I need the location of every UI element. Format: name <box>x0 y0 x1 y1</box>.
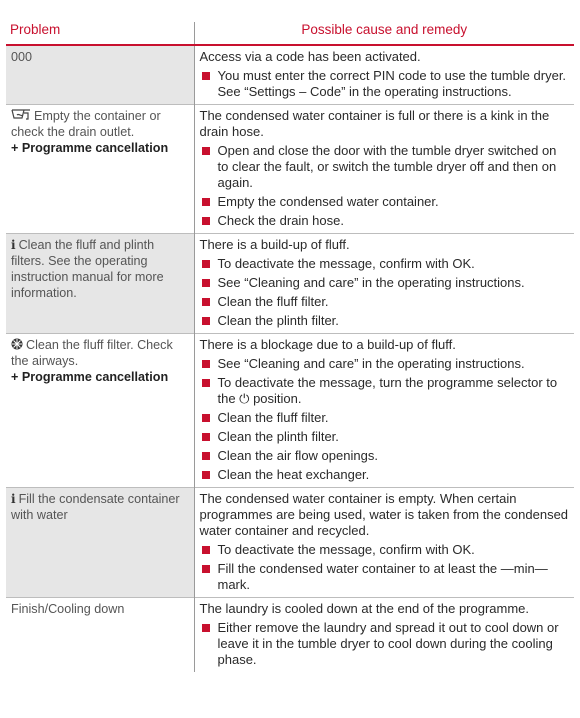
table-row <box>6 334 574 488</box>
remedy-item <box>200 275 571 291</box>
cause-cell <box>194 105 574 234</box>
problem-note: + Programme cancellation <box>11 370 169 384</box>
remedy-item <box>200 256 571 272</box>
remedy-text: Clean the fluff filter. <box>217 294 329 309</box>
bullet-square-icon <box>202 198 210 206</box>
remedy-item <box>200 375 571 407</box>
problem-cell <box>6 234 194 334</box>
info-icon: i <box>11 492 16 506</box>
table-row <box>6 45 574 105</box>
problem-text: Finish/Cooling down <box>11 602 125 616</box>
remedy-item <box>200 429 571 445</box>
bullet-square-icon <box>202 624 210 632</box>
bullet-square-icon <box>202 72 210 80</box>
problem-text: Clean the fluff filter. Check the airways. <box>11 338 173 368</box>
remedy-item <box>200 620 571 668</box>
cause-text: Access via a code has been activated. <box>199 49 421 64</box>
cause-cell <box>194 234 574 334</box>
table-row <box>6 488 574 598</box>
remedy-text: Open and close the door with the tumble dryer switched on to clear the fault, or switch the tumble dryer off and then on again. <box>217 143 557 190</box>
cause-column-header: Possible cause and remedy <box>194 22 574 45</box>
cause-cell <box>194 334 574 488</box>
bullet-square-icon <box>202 452 210 460</box>
bullet-square-icon <box>202 379 210 387</box>
remedy-item <box>200 467 571 483</box>
remedy-text: See “Cleaning and care” in the operating instructions. <box>217 275 525 290</box>
remedy-text: See “Cleaning and care” in the operating instructions. <box>217 356 525 371</box>
info-icon: i <box>11 238 16 252</box>
remedy-text: Clean the heat exchanger. <box>217 467 370 482</box>
remedy-list <box>200 620 571 668</box>
remedy-text: You must enter the correct PIN code to use the tumble dryer. See “Settings – Code” in the operating instructions. <box>217 68 567 99</box>
remedy-item <box>200 194 571 210</box>
table-row <box>6 105 574 234</box>
problem-cell <box>6 45 194 105</box>
table-body <box>6 45 574 672</box>
filter-icon <box>11 338 23 350</box>
problem-text: Fill the condensate container with water <box>11 492 180 522</box>
bullet-square-icon <box>202 279 210 287</box>
remedy-list <box>200 256 571 329</box>
bullet-square-icon <box>202 565 210 573</box>
remedy-item <box>200 313 571 329</box>
remedy-text: To deactivate the message, confirm with OK. <box>217 256 475 271</box>
remedy-text: Clean the fluff filter. <box>217 410 329 425</box>
bullet-square-icon <box>202 147 210 155</box>
bullet-square-icon <box>202 471 210 479</box>
remedy-text: Fill the condensed water container to at least the —min— mark. <box>217 561 548 592</box>
bullet-square-icon <box>202 317 210 325</box>
bullet-square-icon <box>202 217 210 225</box>
cause-text: There is a build-up of fluff. <box>199 237 350 252</box>
bullet-square-icon <box>202 260 210 268</box>
table-row <box>6 598 574 673</box>
table-row <box>6 234 574 334</box>
remedy-item <box>200 68 571 100</box>
bullet-square-icon <box>202 360 210 368</box>
table-header-row <box>6 22 574 45</box>
remedy-item <box>200 542 571 558</box>
remedy-item <box>200 143 571 191</box>
remedy-text: Empty the condensed water container. <box>217 194 439 209</box>
remedy-text: To deactivate the message, turn the programme selector to the ⏻ position. <box>217 375 558 406</box>
bullet-square-icon <box>202 414 210 422</box>
container-icon <box>11 109 31 121</box>
remedy-item <box>200 448 571 464</box>
problem-text: Empty the container or check the drain outlet. <box>11 109 161 139</box>
cause-text: The condensed water container is empty. When certain programmes are being used, water is taken from the condensed water container and recycled. <box>199 491 569 538</box>
problem-note: + Programme cancellation <box>11 141 169 155</box>
problem-text: 000 <box>11 50 33 64</box>
remedy-text: To deactivate the message, confirm with OK. <box>217 542 475 557</box>
cause-cell <box>194 488 574 598</box>
problem-cell <box>6 334 194 488</box>
cause-text: The laundry is cooled down at the end of the programme. <box>199 601 530 616</box>
remedy-item <box>200 213 571 229</box>
bullet-square-icon <box>202 546 210 554</box>
remedy-item <box>200 561 571 593</box>
remedy-text: Clean the plinth filter. <box>217 429 339 444</box>
remedy-item <box>200 294 571 310</box>
bullet-square-icon <box>202 433 210 441</box>
remedy-text: Clean the plinth filter. <box>217 313 339 328</box>
problem-column-header: Problem <box>6 22 194 45</box>
problem-cell <box>6 598 194 673</box>
remedy-list <box>200 143 571 229</box>
remedy-text: Clean the air flow openings. <box>217 448 378 463</box>
remedy-item <box>200 410 571 426</box>
remedy-item <box>200 356 571 372</box>
remedy-list <box>200 542 571 593</box>
bullet-square-icon <box>202 298 210 306</box>
problem-cell <box>6 105 194 234</box>
problem-cell <box>6 488 194 598</box>
cause-cell <box>194 45 574 105</box>
cause-cell <box>194 598 574 673</box>
remedy-text: Either remove the laundry and spread it out to cool down or leave it in the tumble dryer to cool down during the cooling phase. <box>217 620 559 667</box>
remedy-list <box>200 356 571 483</box>
cause-text: There is a blockage due to a build-up of fluff. <box>199 337 456 352</box>
problem-text: Clean the fluff and plinth filters. See the operating instruction manual for more information. <box>11 238 164 300</box>
troubleshooting-table <box>6 22 574 672</box>
remedy-text: Check the drain hose. <box>217 213 344 228</box>
cause-text: The condensed water container is full or there is a kink in the drain hose. <box>199 108 550 139</box>
remedy-list <box>200 68 571 100</box>
